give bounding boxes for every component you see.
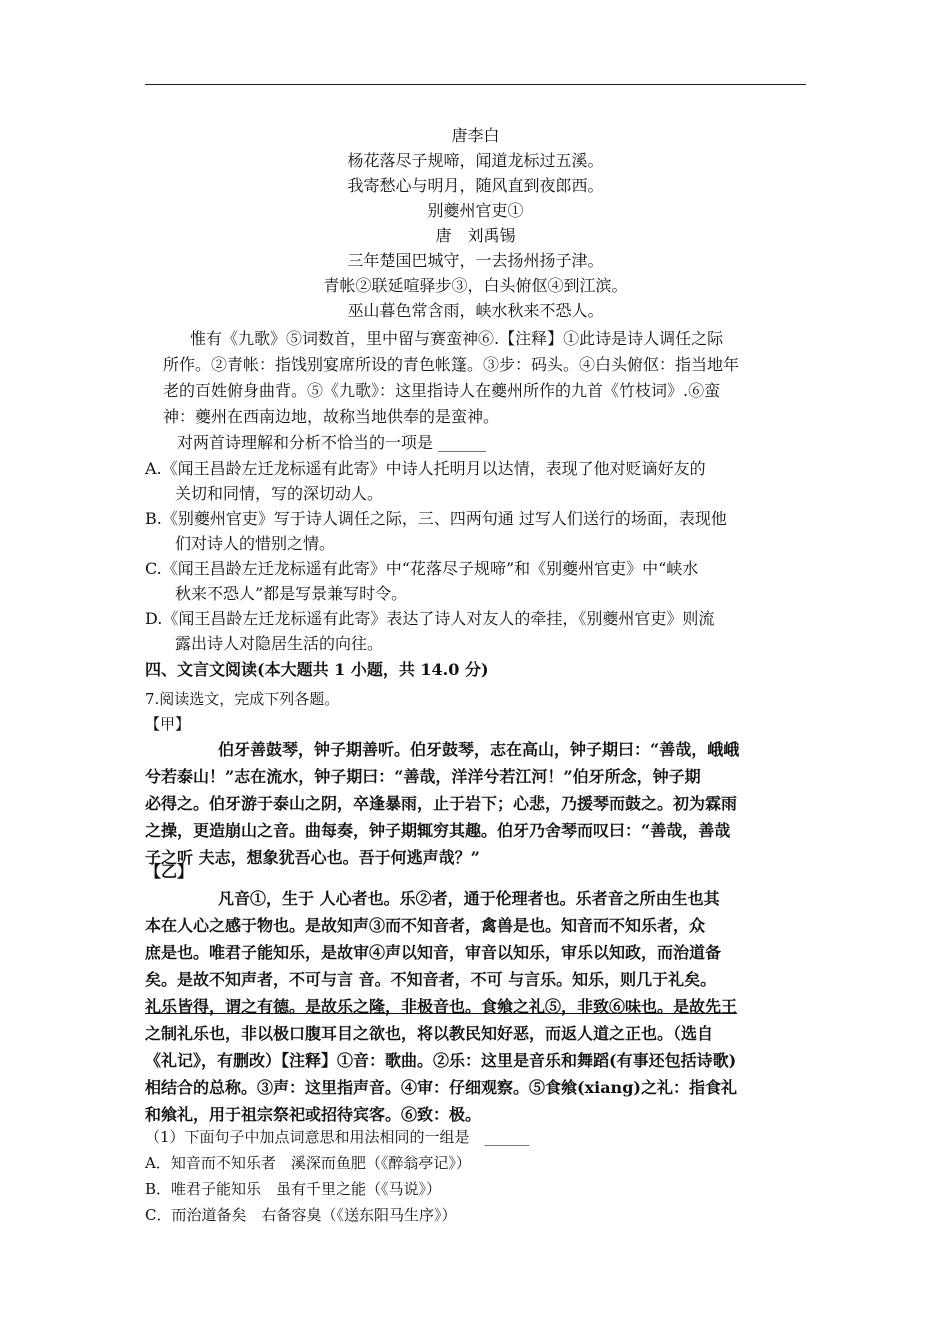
q6-option-b-2: 们对诗人的惜别之情。 xyxy=(175,534,336,553)
section-4-heading: 四、文言文阅读(本大题共 1 小题，共 14.0 分) xyxy=(145,660,489,679)
yi-line-6: 之制礼乐也，非以极口腹耳目之欲也，将以教民知好恶，而返人道之正也。（选自 xyxy=(145,1024,714,1043)
q7-sub1-option-c: C．而治道备矣 右备容臭（《送东阳马生序》） xyxy=(145,1206,457,1224)
poem2-author: 唐 刘禹锡 xyxy=(435,226,516,245)
q6-option-a-2: 关切和同情，写的深切动人。 xyxy=(175,484,384,503)
q7-yi-label: 【乙】 xyxy=(145,862,194,881)
notes-line-3: 老的百姓俯身曲背。⑤《九歌》：这里指诗人在夔州所作的九首《竹枝词》.⑥蛮 xyxy=(163,381,721,400)
yi-line-5: 礼乐皆得，谓之有德。是故乐之隆，非极音也。食飨之礼⑤，非致⑥味也。是故先王 xyxy=(145,997,738,1016)
q7-sub1-stem: （1）下面句子中加点词意思和用法相同的一组是 ______ xyxy=(145,1128,530,1146)
q6-option-b-1: B.《别夔州官吏》写于诗人调任之际，三、四两句通 过写人们送行的场面，表现他 xyxy=(145,509,727,528)
jia-line-3: 必得之。伯牙游于泰山之阴，卒逢暴雨，止于岩下；心悲，乃援琴而鼓之。初为霖雨 xyxy=(145,794,738,813)
notes-line-1: 惟有《九歌》⑤词数首，里中留与赛蛮神⑥.【注释】①此诗是诗人调任之际 xyxy=(190,329,724,348)
poem1-line-2: 我寄愁心与明月，随风直到夜郎西。 xyxy=(347,176,604,195)
yi-line-1: 凡音①，生于 人心者也。乐②者，通于伦理者也。乐者音之所由生也其 xyxy=(218,889,720,908)
q7-intro: 7.阅读选文，完成下列各题。 xyxy=(145,690,340,708)
q7-jia-label: 【甲】 xyxy=(145,715,191,733)
q6-option-a-1: A.《闻王昌龄左迁龙标遥有此寄》中诗人托明月以达情，表现了他对贬谪好友的 xyxy=(145,459,706,478)
q6-option-c-2: 秋来不恐人”都是写景兼写时令。 xyxy=(175,584,408,603)
poem1-line-1: 杨花落尽子规啼，闻道龙标过五溪。 xyxy=(347,151,604,170)
jia-line-1: 伯牙善鼓琴，钟子期善听。伯牙鼓琴，志在高山，钟子期曰：“善哉，峨峨 xyxy=(218,740,740,759)
poem2-title: 别夔州官吏① xyxy=(427,201,524,220)
poem1-author: 唐李白 xyxy=(451,126,500,145)
q7-sub1-option-b: B．唯君子能知乐 虽有千里之能（《马说》） xyxy=(145,1180,442,1198)
notes-line-4: 神：夔州在西南边地，故称当地供奉的是蛮神。 xyxy=(163,407,500,426)
jia-line-4: 之操，更造崩山之音。曲每奏，钟子期辄穷其趣。伯牙乃舍琴而叹曰：“善哉，善哉 xyxy=(145,821,731,840)
notes-line-2: 所作。②青帐：指饯别宴席所设的青色帐篷。③步：码头。④白头俯伛：指当地年 xyxy=(163,355,740,374)
q6-option-c-1: C.《闻王昌龄左迁龙标遥有此寄》中“花落尽子规啼”和《别夔州官吏》中“峡水 xyxy=(145,559,699,578)
poem2-line-3: 巫山暮色常含雨，峡水秋来不恐人。 xyxy=(347,301,604,320)
yi-line-2: 本在人心之感于物也。是故知声③而不知音者，禽兽是也。知音而不知乐者，众 xyxy=(145,916,706,935)
yi-line-7: 《礼记》，有删改）【注释】①音：歌曲。②乐：这里是音乐和舞蹈(有事还包括诗歌) xyxy=(145,1051,737,1070)
yi-line-3: 庶是也。唯君子能知乐，是故审④声以知音，审音以知乐，审乐以知政，而治道备 xyxy=(145,943,722,962)
yi-line-8: 相结合的总称。③声：这里指声音。④审：仔细观察。⑤食飨(xiang)之礼：指食礼 xyxy=(145,1078,737,1097)
q6-option-d-1: D.《闻王昌龄左迁龙标遥有此寄》表达了诗人对友人的牵挂，《别夔州官吏》则流 xyxy=(145,609,715,628)
yi-line-9: 和飨礼，用于祖宗祭祀或招待宾客。⑥致：极。 xyxy=(145,1105,482,1124)
q6-stem: 对两首诗理解和分析不恰当的一项是 ______ xyxy=(177,433,487,452)
header-rule xyxy=(145,84,806,85)
jia-line-2: 兮若泰山！”志在流水，钟子期曰：“善哉，洋洋兮若江河！”伯牙所念，钟子期 xyxy=(145,767,701,786)
poem2-line-2: 青帐②联延喧驿步③，白头俯伛④到江滨。 xyxy=(323,276,628,295)
jia-line-5: 子之听 夫志，想象犹吾心也。吾于何逃声哉？” xyxy=(145,848,480,867)
yi-line-4: 矣。是故不知声者，不可与言 音。不知音者，不可 与言乐。知乐，则几于礼矣。 xyxy=(145,970,717,989)
poem2-line-1: 三年楚国巴城守，一去扬州扬子津。 xyxy=(347,251,604,270)
q6-option-d-2: 露出诗人对隐居生活的向往。 xyxy=(175,634,384,653)
q7-sub1-option-a: A．知音而不知乐者 溪深而鱼肥（《醉翁亭记》） xyxy=(145,1154,471,1172)
